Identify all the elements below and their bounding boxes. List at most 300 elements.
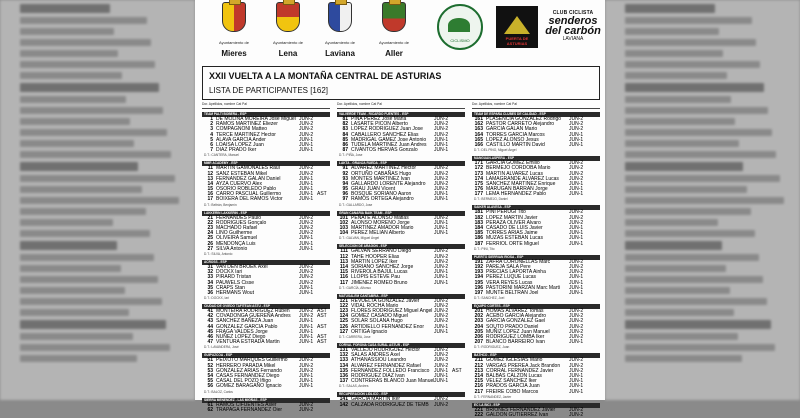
rider-category: JUN-1	[434, 378, 449, 385]
rider-category: JUN-1	[434, 372, 449, 379]
rider-name: CONTRERAS BLANCO Juan Manuel	[351, 378, 435, 385]
aller-crest	[369, 2, 419, 58]
rider-category: JUN-2	[434, 121, 449, 128]
team-block	[337, 161, 465, 207]
crest-name: Lena	[278, 49, 298, 58]
rider-number: 42	[207, 313, 213, 320]
rider-category: JUN-1	[434, 225, 449, 231]
rider-category: JUN-2	[569, 214, 584, 221]
blurred-text-line	[20, 162, 138, 171]
rider-category: JUN-2	[434, 263, 449, 270]
rider-category: JUN-1	[569, 284, 584, 291]
rider-number: 102	[339, 219, 348, 226]
rider-category: JUN-2	[299, 274, 314, 281]
rider-category: JUN-1	[299, 175, 314, 182]
rider-category: JUN-2	[299, 313, 314, 320]
blurred-text-line	[625, 4, 715, 13]
rider-name: SOUTO PRADO Daniel	[486, 323, 539, 330]
rider-number: 222	[474, 411, 483, 418]
rider-number: 97	[342, 196, 348, 203]
rider-name: CABALLERO SANCHEZ Elias	[351, 131, 419, 138]
rider-name: PRADOS GARCIA Juan	[486, 383, 540, 390]
rider-category: JUN-1	[569, 191, 584, 198]
team-name: LAKTA - GRANJA RUEDA - ESP	[337, 161, 465, 166]
rider-row	[202, 340, 330, 345]
rider-category: JUN-2	[299, 367, 314, 374]
rider-number: 184	[474, 225, 483, 231]
rider-name: CIVANTOS HERVAS Gonzalo	[351, 147, 418, 154]
rider-name: ALAVA GARCIA Ander	[216, 136, 266, 143]
rider-category: JUN-2	[434, 352, 449, 359]
rider-category: JUN-2	[569, 121, 584, 128]
rider-number: 47	[207, 339, 213, 346]
rider-number: 83	[342, 126, 348, 133]
team-name: EQUIPO CORTES - ESP	[472, 304, 600, 309]
team-block	[472, 353, 600, 399]
rider-number: 176	[474, 186, 483, 193]
rider-number: 214	[474, 372, 483, 379]
blurred-text-line	[625, 50, 723, 57]
rider-number: 202	[474, 313, 483, 320]
rider-number: 31	[207, 263, 213, 270]
column-header: Dor. Apellidos, nombre Cat Pal	[202, 101, 330, 109]
rider-category: JUN-1	[569, 240, 584, 247]
rider-category: JUN-2	[569, 258, 584, 265]
rider-name: GARCIA GALAN Mario	[486, 126, 538, 133]
rider-name: CASAS FERNANDEZ Diego	[216, 372, 280, 379]
blurred-text-line	[625, 333, 738, 340]
column-header: Dor. Apellidos, nombre Cat Pal	[472, 101, 600, 109]
blurred-text-line	[20, 344, 170, 351]
laviana-crest	[315, 2, 365, 58]
rider-number: 192	[474, 263, 483, 270]
rider-category: JUN-1	[569, 141, 584, 148]
rider-number: 56	[207, 383, 213, 390]
team-block	[202, 353, 330, 394]
rider-name: ARTIDIELLO FERNANDEZ Enor	[351, 323, 424, 330]
sponsor-logos	[195, 0, 605, 66]
team-director: D.T.: LAVANDERA, José	[204, 345, 239, 350]
team-director: D.T.: BALOZ, Carlos	[204, 389, 233, 394]
team-name: TEAM PALTI BOBERA - ESP	[202, 112, 330, 117]
rider-name: ACEBO GARCIA Alejandro	[486, 313, 547, 320]
rider-category: JUN-2	[299, 230, 314, 237]
rider-name: VALLEJO RODRIGUEZ Hector	[351, 347, 421, 353]
rider-name: GALLARDO LORENTE Alejandro	[351, 180, 426, 187]
rider-category: JUN-1	[299, 191, 314, 198]
rider-category: JUN-1	[299, 240, 314, 247]
blurred-text-line	[20, 219, 113, 226]
rider-name: CASAL DEL POZO Iñigo	[216, 378, 271, 385]
rider-number: 171	[474, 160, 483, 167]
rider-name: HOMAS ALVAREZ Tomas	[486, 308, 544, 315]
rider-number: 22	[207, 219, 213, 226]
rider-number: 211	[474, 357, 483, 364]
rider-category: JUN-1	[569, 186, 584, 193]
rider-name: BERMEJO CORDOBA Mario	[486, 165, 551, 172]
crest-caption: Ayuntamiento de	[379, 40, 409, 45]
team-director: D.T.: CARRERA, Jose	[339, 335, 371, 339]
blurred-text-line	[20, 140, 134, 147]
blurred-text-line	[20, 333, 133, 340]
rider-name: LOPEZ RODRIGUEZ Juan Jose	[351, 126, 423, 133]
rider-number: 173	[474, 170, 483, 177]
rider-name: TAHE HOOPER Elias	[351, 253, 400, 260]
rider-name: MUÑIZ LOPEZ Juan Manuel	[486, 328, 550, 335]
blurred-text-line	[20, 320, 166, 329]
rider-name: PIRARD Tristan	[216, 274, 252, 281]
rider-number: 34	[207, 279, 213, 286]
team-block	[337, 294, 465, 340]
blurred-text-line	[625, 28, 719, 35]
blurred-background-right	[605, 0, 800, 400]
rider-name: SOLAR SOLANA Hugo	[351, 318, 403, 325]
blurred-text-line	[625, 219, 718, 226]
rider-category: JUN-1	[299, 289, 314, 296]
rider-number: 135	[339, 367, 348, 374]
team-block	[202, 398, 330, 413]
rider-name: RODRIGUEZ LOMBA Iker	[486, 334, 545, 340]
rider-number: 205	[474, 328, 483, 335]
rider-number: 221	[474, 406, 483, 413]
rider-category: JUN-2	[434, 297, 449, 304]
rider-category: JUN-2	[434, 347, 449, 353]
rider-row	[472, 291, 600, 296]
team-block	[202, 304, 330, 350]
rider-number: 137	[339, 378, 348, 385]
blurred-text-line	[20, 50, 118, 57]
rider-name: MENDONÇA Luis	[216, 240, 256, 247]
rider-name: PEREZ MELIAN Alberto	[351, 230, 405, 237]
team-name: PUERTO SIERRIAN RIOSA - ESP	[472, 255, 600, 260]
rider-category: JUN-1	[299, 147, 314, 154]
rider-category: JUN-2	[569, 209, 584, 216]
rider-category: JUN-2	[299, 214, 314, 221]
rider-number: 136	[339, 372, 348, 379]
blurred-text-line	[625, 265, 726, 272]
team-block	[202, 211, 330, 257]
rider-number: 4	[210, 131, 213, 138]
rider-category: JUN-2	[434, 357, 449, 364]
rider-row	[472, 192, 600, 197]
rider-number: 131	[339, 347, 348, 353]
lena-crest	[263, 2, 313, 58]
rider-category: JUN-1	[569, 230, 584, 237]
rider-number: 84	[342, 131, 348, 138]
blurred-text-line	[20, 265, 121, 272]
blurred-text-line	[20, 175, 175, 182]
rider-category: JUN-2	[434, 258, 449, 265]
blurred-background-left	[0, 0, 195, 400]
rider-number: 25	[207, 235, 213, 242]
rider-name: FREIRE COBO Marcos	[486, 388, 539, 395]
rider-number: 186	[474, 235, 483, 242]
rider-number: 55	[207, 378, 213, 385]
rider-row	[472, 242, 600, 247]
rider-number: 44	[207, 323, 213, 330]
rider-category: JUN-2	[299, 165, 314, 172]
rider-name: NUÑEZ LOPEZ Diego	[216, 334, 266, 340]
rider-name: FERNANDEZ GALAN Daniel	[216, 175, 281, 182]
rider-category: JUN-1	[299, 323, 314, 330]
rider-category: JUN-2	[299, 308, 314, 315]
rider-category: JUN-2	[434, 362, 449, 369]
rider-number: 12	[207, 170, 213, 177]
team-name: CIUDAD DE OVIEDO TAFITEAN ASTU - ESP	[202, 304, 330, 309]
rider-category: JUN-2	[434, 318, 449, 325]
rider-category: JUN-2	[434, 253, 449, 260]
rider-number: 126	[339, 323, 348, 330]
blurred-text-line	[20, 254, 154, 261]
team-director: D.T.: DOCKX, Iari	[204, 296, 229, 301]
rider-number: 183	[474, 219, 483, 226]
rider-number: 175	[474, 180, 483, 187]
team-director: D.T.: BERMEJO, Daniel	[474, 197, 508, 202]
rider-category: JUN-2	[434, 170, 449, 177]
shield-icon	[276, 2, 300, 32]
rider-number: 127	[339, 328, 348, 335]
rider-region: AST	[317, 334, 327, 340]
rider-number: 85	[342, 136, 348, 143]
rider-name: TERCE MARTINEZ Hector	[216, 131, 276, 138]
rider-region: AST	[317, 313, 327, 320]
rider-number: 62	[207, 406, 213, 413]
rider-name: GALVAN SERRANO Diego	[351, 248, 412, 255]
rider-name: SILVA Antonio	[216, 245, 248, 252]
rider-category: JUN-2	[434, 131, 449, 138]
rider-name: PRECIAS LAPORTA Ainha	[486, 269, 546, 276]
rider-name: CARRO PASCUAL Guillermo	[216, 191, 282, 198]
shield-icon	[328, 2, 352, 32]
blurred-text-line	[625, 118, 735, 125]
team-name: ACROSS - ESP	[202, 260, 330, 265]
blurred-text-line	[20, 118, 130, 125]
rider-name: ATHANASSIOU Leandro	[351, 357, 407, 364]
blurred-text-line	[625, 162, 743, 171]
blurred-text-line	[20, 61, 155, 68]
rider-category: JUN-2	[434, 214, 449, 221]
rider-name: MADRIGAL GAMEZ Jose Antonio	[351, 136, 427, 143]
blurred-text-line	[20, 230, 150, 237]
blurred-text-line	[20, 309, 129, 316]
rider-name: MARTIN LOPEZ Iker	[351, 258, 398, 265]
rider-number: 212	[474, 362, 483, 369]
rider-category: JUN-1	[434, 219, 449, 226]
rider-number: 27	[207, 245, 213, 252]
blurred-text-line	[625, 241, 722, 250]
rider-number: 101	[339, 214, 348, 221]
blurred-text-line	[625, 140, 739, 147]
rider-category: JUN-2	[299, 131, 314, 138]
rider-category: JUN-1	[299, 383, 314, 390]
club-logo-main-2: del carbón	[545, 25, 601, 37]
blurred-text-line	[20, 355, 137, 362]
rider-name: LOPEZ ALONSO Jesus	[486, 136, 539, 143]
team-block	[202, 260, 330, 301]
rider-category: JUN-1	[569, 274, 584, 281]
team-director: D.T.: SALAS, Andres	[339, 384, 369, 389]
crest-caption: Ayuntamiento de	[325, 40, 355, 45]
rider-name: FRAGA VALDES Jorge	[216, 328, 268, 335]
rider-number: 21	[207, 214, 213, 221]
rider-category: JUN-1	[434, 367, 449, 374]
rider-category: JUN-2	[569, 308, 584, 315]
rider-number: 182	[474, 214, 483, 221]
rider-row	[472, 143, 600, 148]
rider-region: AST	[317, 308, 327, 315]
team-name: TEAM DE ESPAÑA CLUBES DE CALIDAD - ESP	[472, 112, 600, 117]
rider-row	[337, 231, 465, 236]
rider-number: 1	[210, 116, 213, 122]
rider-region: AST	[317, 323, 327, 330]
rider-number: 193	[474, 269, 483, 276]
rider-category: JUN-1	[299, 284, 314, 291]
rider-category: JUN-2	[434, 396, 449, 403]
rider-number: 215	[474, 378, 483, 385]
rider-category: JUN-1	[569, 388, 584, 395]
rider-category: JUN-1	[299, 372, 314, 379]
rider-category: JUN-2	[299, 269, 314, 276]
rider-row	[472, 390, 600, 395]
rider-number: 13	[207, 175, 213, 182]
rider-name: LINO Guilherme	[216, 230, 253, 237]
team-block	[337, 343, 465, 389]
rider-number: 142	[339, 401, 348, 408]
team-block	[202, 161, 330, 207]
rider-category: JUN-1	[434, 147, 449, 154]
rider-category: JUN-2	[569, 362, 584, 369]
rider-name: RODRIGUEZ DIAZ Ivan	[351, 372, 405, 379]
round-logo	[435, 2, 485, 43]
blurred-text-line	[625, 175, 780, 182]
rider-name: PIÑA PEREZ Jose Maria	[351, 116, 407, 122]
rider-number: 36	[207, 289, 213, 296]
rider-number: 17	[207, 196, 213, 203]
rider-number: 24	[207, 230, 213, 237]
club-logo-top: CLUB CICLISTA	[552, 10, 594, 16]
rider-category: JUN-1	[434, 191, 449, 198]
rider-row	[202, 148, 330, 153]
rider-category: JUN-1	[434, 196, 449, 203]
rider-category: JUN-1	[299, 136, 314, 143]
rider-name: LEMA HERNANDEZ Pablo	[486, 191, 547, 198]
rider-number: 185	[474, 230, 483, 237]
rider-number: 203	[474, 318, 483, 325]
rider-category: JUN-1	[299, 328, 314, 335]
rider-name: SANZ ESTEBAN Mikel	[216, 170, 268, 177]
rider-name: SANCHEZ BAÑEZA Juan	[216, 318, 274, 325]
rider-category: JUN-2	[569, 165, 584, 172]
team-name: EC LA BICI - ESP	[472, 403, 600, 408]
rider-category: JUN-1	[569, 180, 584, 187]
rider-name: RAMOS ORTEGA Alejandro	[351, 196, 414, 203]
rider-name: SALAS ANDRES Axel	[351, 352, 400, 359]
team-name: MATUSALEM CANTABRIA - ESP	[337, 294, 465, 299]
rider-number: 165	[474, 136, 483, 143]
rider-name: REVUELTA GONZALEZ Javier	[351, 297, 420, 304]
rider-number: 196	[474, 284, 483, 291]
rider-name: FERNANDEZ FOLLEDO Francisco	[351, 367, 430, 374]
rider-name: VAN DEN BROEK Axel	[216, 263, 268, 270]
rider-name: PASTOR CARRETO Alejandro	[486, 121, 555, 128]
rider-number: 217	[474, 388, 483, 395]
rider-number: 3	[210, 126, 213, 133]
team-director: D.T.: DEL PINO, Miguel Ángel	[474, 148, 517, 153]
team-name: VALVERDE TEAM - RICARDO FUENTES - ESP	[337, 112, 465, 117]
team-director: D.T.: GALVAN, Miguel Ángel	[339, 236, 380, 241]
rider-name: COVADONGA GUEREÑA Andres	[216, 313, 291, 320]
rider-number: 132	[339, 352, 348, 359]
rider-name: HERMANS Wout	[216, 289, 254, 296]
rider-category: JUN-1	[299, 245, 314, 252]
rider-number: 51	[207, 357, 213, 364]
mountain-emblem-icon	[437, 4, 483, 50]
rider-name: SORIANO SANCHEZ Jorge	[351, 263, 414, 270]
rider-name: FERRIOL ORTE Miguel	[486, 240, 539, 247]
rider-name: TUDELA MARTINEZ Juan Andres	[351, 141, 427, 148]
rider-category: JUN-2	[569, 334, 584, 340]
blurred-text-line	[20, 151, 171, 158]
team-block	[202, 112, 330, 158]
rider-number: 53	[207, 367, 213, 374]
rider-name: TRAPAGA FERNANDEZ Oier	[216, 406, 283, 413]
rider-name: TORRES GARCIA Marcos	[486, 131, 545, 138]
rider-name: PAUWELS Cisse	[216, 279, 254, 286]
rider-name: ORTIGA Ignacio	[351, 328, 388, 335]
rider-row	[202, 408, 330, 413]
rider-name: ORTUÑO CABAÑAS Hugo	[351, 170, 412, 177]
crest-name: Aller	[385, 49, 403, 58]
blurred-text-line	[20, 17, 147, 24]
rider-name: GARCIA GONZALEZ Gael	[486, 318, 546, 325]
rider-category: JUN-2	[569, 406, 584, 413]
blurred-text-line	[625, 208, 751, 215]
rider-number: 46	[207, 334, 213, 340]
participant-columns	[202, 101, 600, 418]
title-box	[202, 66, 600, 100]
rider-category: JUN-1	[569, 136, 584, 143]
rider-number: 33	[207, 274, 213, 281]
rider-name: PINI PERUGI Tito	[486, 209, 526, 216]
rider-category: JUN-1	[434, 136, 449, 143]
rider-name: LLOPIS ESTEVE Pau	[351, 274, 400, 281]
team-block	[472, 304, 600, 350]
rider-category: JUN-2	[299, 279, 314, 286]
rider-category: JUN-2	[569, 411, 584, 418]
team-block	[472, 156, 600, 202]
rider-name: OLIVEIRA Samuel	[216, 235, 258, 242]
rider-category: JUN-1	[569, 372, 584, 379]
rider-name: OSORIO ROBLEDO Pablo	[216, 186, 277, 193]
rider-name: VERA REYES Lucas	[486, 279, 533, 286]
blurred-text-line	[20, 96, 126, 103]
blurred-text-line	[20, 39, 151, 46]
rider-row	[202, 291, 330, 296]
team-block	[337, 112, 465, 158]
team-director: D.T.: CANTERA, Manuel	[204, 153, 239, 158]
blurred-text-line	[20, 107, 163, 114]
rider-number: 86	[342, 141, 348, 148]
rider-name: RIVEROLA BAJUL Lucas	[351, 269, 408, 276]
team-block	[337, 392, 465, 407]
rider-category: JUN-2	[569, 116, 584, 122]
rider-category: JUN-2	[434, 401, 449, 408]
blurred-text-line	[20, 197, 179, 204]
rider-number: 141	[339, 396, 348, 403]
rider-name: GALDON GUTIERREZ Ivan	[486, 411, 549, 418]
rider-name: PERAZA OLIVER Alvaro	[486, 219, 541, 226]
blurred-text-line	[20, 72, 122, 79]
